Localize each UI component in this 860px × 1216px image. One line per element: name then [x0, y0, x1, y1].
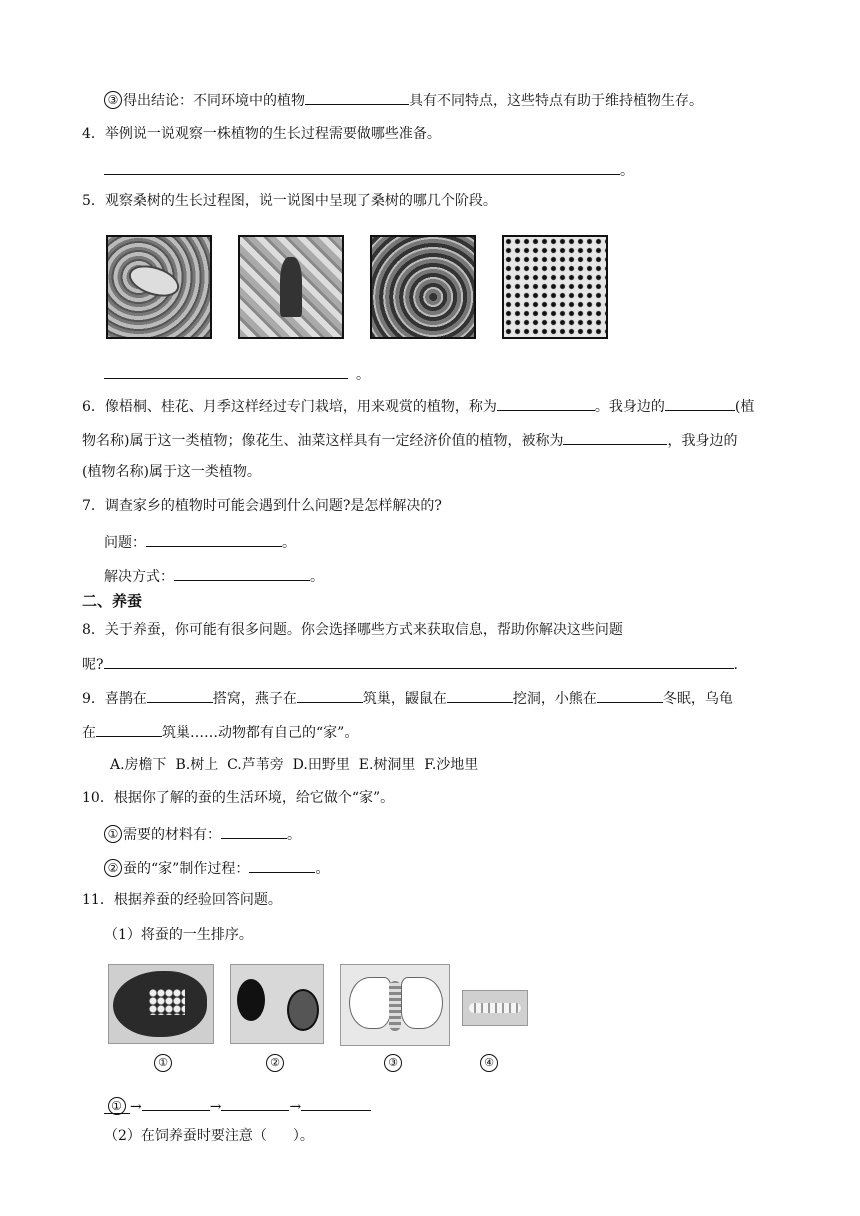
q8-number: 8． — [82, 622, 105, 638]
seedling-shape — [280, 257, 302, 317]
q10-number: 10． — [82, 790, 114, 806]
image-label-2: ② — [266, 1054, 285, 1072]
silkworm-cocoon-photo — [230, 964, 324, 1044]
mulberry-fruit-photo — [502, 235, 608, 339]
silkworm-larva-photo — [462, 990, 528, 1026]
image-label-1: ① — [154, 1054, 173, 1072]
sequence-slot-3[interactable] — [221, 1094, 289, 1111]
moth-right-wing — [401, 977, 443, 1029]
image-label-4: ④ — [480, 1054, 499, 1072]
q9-blank1[interactable] — [147, 686, 213, 703]
q11-number: 11． — [82, 892, 114, 908]
q11-line: 11．根据养蚕的经验回答问题。 — [82, 892, 282, 908]
q11-sub2: （2）在饲养蚕时要注意（ ）。 — [104, 1128, 314, 1144]
q4-text: 举例说一说观察一株植物的生长过程需要做哪些准备。 — [104, 126, 441, 142]
sequence-slot-4[interactable] — [301, 1094, 371, 1111]
q10-blank1[interactable] — [221, 822, 287, 839]
mulberry-seed-photo — [106, 235, 212, 339]
moth-left-wing — [349, 977, 391, 1029]
q9-options: A.房檐下 B.树上 C.芦苇旁 D.田野里 E.树洞里 F.沙地里 — [110, 757, 479, 773]
q9-line2: 在 筑巢……动物都有自己的“家”。 — [82, 720, 358, 743]
q9-blank4[interactable] — [597, 686, 663, 703]
image-label-3: ③ — [384, 1054, 403, 1072]
mulberry-seedling-photo — [238, 235, 344, 339]
mulberry-plant-photo — [370, 235, 476, 339]
q5-text: 观察桑树的生长过程图，说一说图中呈现了桑树的哪几个阶段。 — [104, 193, 497, 209]
q5-number: 5． — [82, 193, 105, 209]
q9-line1: 9．喜鹊在 搭窝，燕子在 筑巢，鼹鼠在 挖洞，小熊在 冬眠，乌龟 — [82, 686, 733, 709]
q5-line — [82, 191, 497, 211]
cocoon-large — [237, 979, 265, 1021]
q7-solution-blank[interactable] — [174, 564, 310, 581]
section-title-silkworm: 二、养蚕 — [82, 592, 143, 610]
q4-answer-line: 。 — [104, 158, 634, 181]
q11-sequence-line: ① → → → — [104, 1094, 371, 1117]
q6-line3: (植物名称)属于这一类植物。 — [82, 464, 261, 480]
q9-blank2[interactable] — [297, 686, 363, 703]
q7-problem-blank[interactable] — [146, 530, 282, 547]
seed-shape — [125, 260, 183, 303]
q6-blank3[interactable] — [563, 428, 667, 445]
q10-item2: ② 蚕的“家”制作过程： 。 — [104, 856, 329, 879]
q3-marker: ③ — [104, 91, 122, 109]
q10-item1: ① 需要的材料有： 。 — [104, 822, 301, 845]
q3-blank[interactable] — [305, 88, 409, 105]
moth-body — [389, 981, 401, 1031]
q7-problem-line: 问题： 。 — [104, 530, 296, 553]
sequence-slot-2[interactable] — [142, 1094, 210, 1111]
q5-blank[interactable] — [104, 362, 348, 379]
sequence-slot-1[interactable]: ① — [104, 1097, 130, 1114]
silkworm-moth-photo — [340, 964, 450, 1046]
q8-line2: 呢? . — [82, 652, 738, 675]
q6-line2: 物名称)属于这一类植物；像花生、油菜这样具有一定经济价值的植物，被称为 ，我身边的 — [82, 428, 737, 451]
q6-blank1[interactable] — [497, 394, 595, 411]
q3-line: ③ 得出结论：不同环境中的植物 具有不同特点，这些特点有助于维持植物生存。 — [104, 88, 703, 111]
q7-number: 7． — [82, 498, 105, 514]
q6-line1: 6．像梧桐、桂花、月季这样经过专门栽培，用来观赏的植物，称为 。我身边的 (植 — [82, 394, 754, 417]
eggs-shape — [149, 989, 185, 1015]
q7-line: 7．调查家乡的植物时可能会遇到什么问题?是怎样解决的? — [82, 498, 442, 514]
q9-blank3[interactable] — [447, 686, 513, 703]
q4-blank[interactable] — [104, 158, 620, 175]
q6-number: 6． — [82, 399, 105, 415]
silkworm-eggs-photo — [108, 964, 214, 1044]
q10-blank2[interactable] — [249, 856, 315, 873]
q10-line: 10．根据你了解的蚕的生活环境，给它做个“家”。 — [82, 790, 395, 806]
q8-blank[interactable] — [104, 652, 734, 669]
q6-blank2[interactable] — [665, 394, 735, 411]
q11-sub1: （1）将蚕的一生排序。 — [104, 927, 253, 943]
q8-line1: 8．关于养蚕，你可能有很多问题。你会选择哪些方式来获取信息，帮助你解决这些问题 — [82, 622, 623, 638]
q4-line — [82, 124, 441, 144]
larva-body — [469, 1003, 521, 1013]
q5-answer-line: 。 — [104, 362, 370, 385]
q9-number: 9． — [82, 691, 105, 707]
q9-blank5[interactable] — [96, 720, 162, 737]
cocoon-small — [287, 989, 319, 1031]
q4-number: 4． — [82, 126, 105, 142]
q7-solution-line: 解决方式： 。 — [104, 564, 324, 587]
